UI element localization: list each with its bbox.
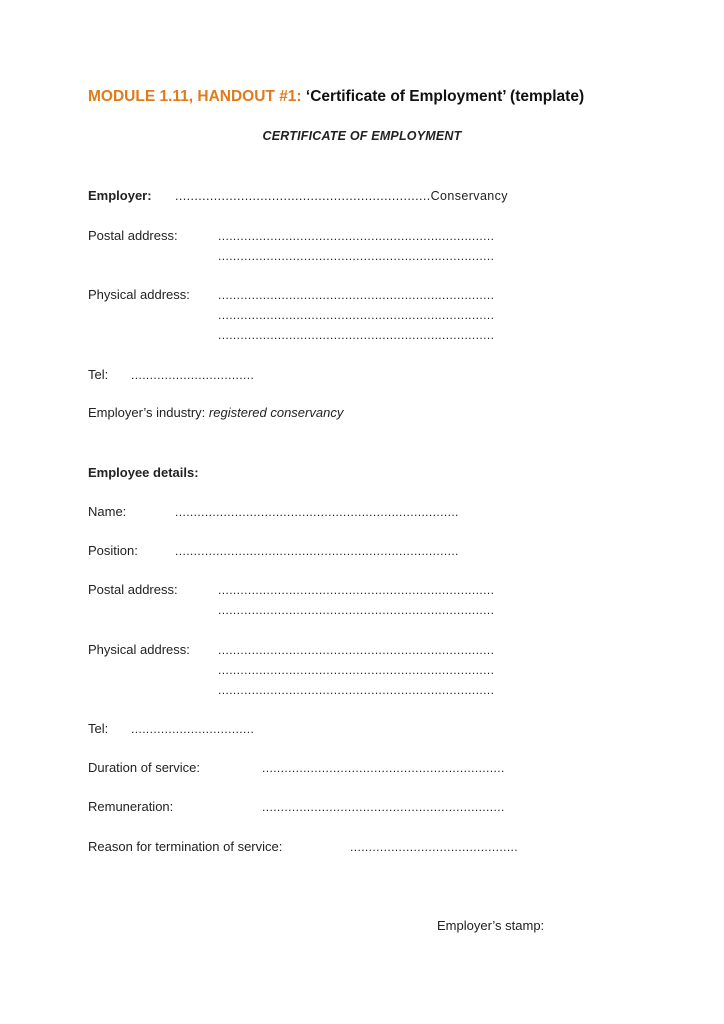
remuneration-value: ................................................................. xyxy=(262,800,505,814)
termination-reason-value: ............................................. xyxy=(350,840,519,854)
employer-postal-label: Postal address: xyxy=(88,228,178,243)
handout-title: ‘Certificate of Employment’ (template) xyxy=(305,88,585,105)
employer-physical-line-1: .......................................................................... xyxy=(218,288,495,302)
employer-label: Employer: xyxy=(88,188,152,203)
employer-physical-line-2: .......................................................................... xyxy=(218,308,495,322)
employer-tel-value: ................................. xyxy=(131,368,255,382)
remuneration-label: Remuneration: xyxy=(88,799,174,814)
employee-section-title: Employee details: xyxy=(88,465,199,480)
employee-position-value: ............................................................................ xyxy=(175,544,459,558)
duration-value: ................................................................. xyxy=(262,761,505,775)
employer-tel-label: Tel: xyxy=(88,367,109,382)
document-heading xyxy=(88,88,584,106)
employer-industry xyxy=(88,405,343,421)
employee-physical-line-2: .......................................................................... xyxy=(218,663,495,677)
employee-physical-label: Physical address: xyxy=(88,642,190,657)
employee-name-value: ............................................................................ xyxy=(175,505,459,519)
employee-postal-line-2: .......................................................................... xyxy=(218,603,495,617)
module-label: MODULE 1.11, HANDOUT #1: xyxy=(88,88,302,105)
employer-value: ..................................................................Conservancy xyxy=(175,189,508,203)
employer-physical-line-3: .......................................................................... xyxy=(218,328,495,342)
employee-postal-line-1: .......................................................................... xyxy=(218,583,495,597)
employer-physical-label: Physical address: xyxy=(88,287,190,302)
certificate-title: CERTIFICATE OF EMPLOYMENT xyxy=(262,129,462,143)
employer-postal-line-2: .......................................................................... xyxy=(218,249,495,263)
employer-postal-line-1: .......................................................................... xyxy=(218,229,495,243)
employer-industry-label: Employer’s industry: xyxy=(88,405,206,420)
employer-industry-value: registered conservancy xyxy=(208,405,344,420)
employee-physical-line-3: .......................................................................... xyxy=(218,683,495,697)
employee-name-label: Name: xyxy=(88,504,127,519)
employee-postal-label: Postal address: xyxy=(88,582,178,597)
employer-stamp-label: Employer’s stamp: xyxy=(437,918,545,933)
duration-label: Duration of service: xyxy=(88,760,200,775)
employee-tel-label: Tel: xyxy=(88,721,109,736)
employee-physical-line-1: .......................................................................... xyxy=(218,643,495,657)
termination-reason-label: Reason for termination of service: xyxy=(88,839,283,854)
employee-tel-value: ................................. xyxy=(131,722,255,736)
employee-position-label: Position: xyxy=(88,543,138,558)
